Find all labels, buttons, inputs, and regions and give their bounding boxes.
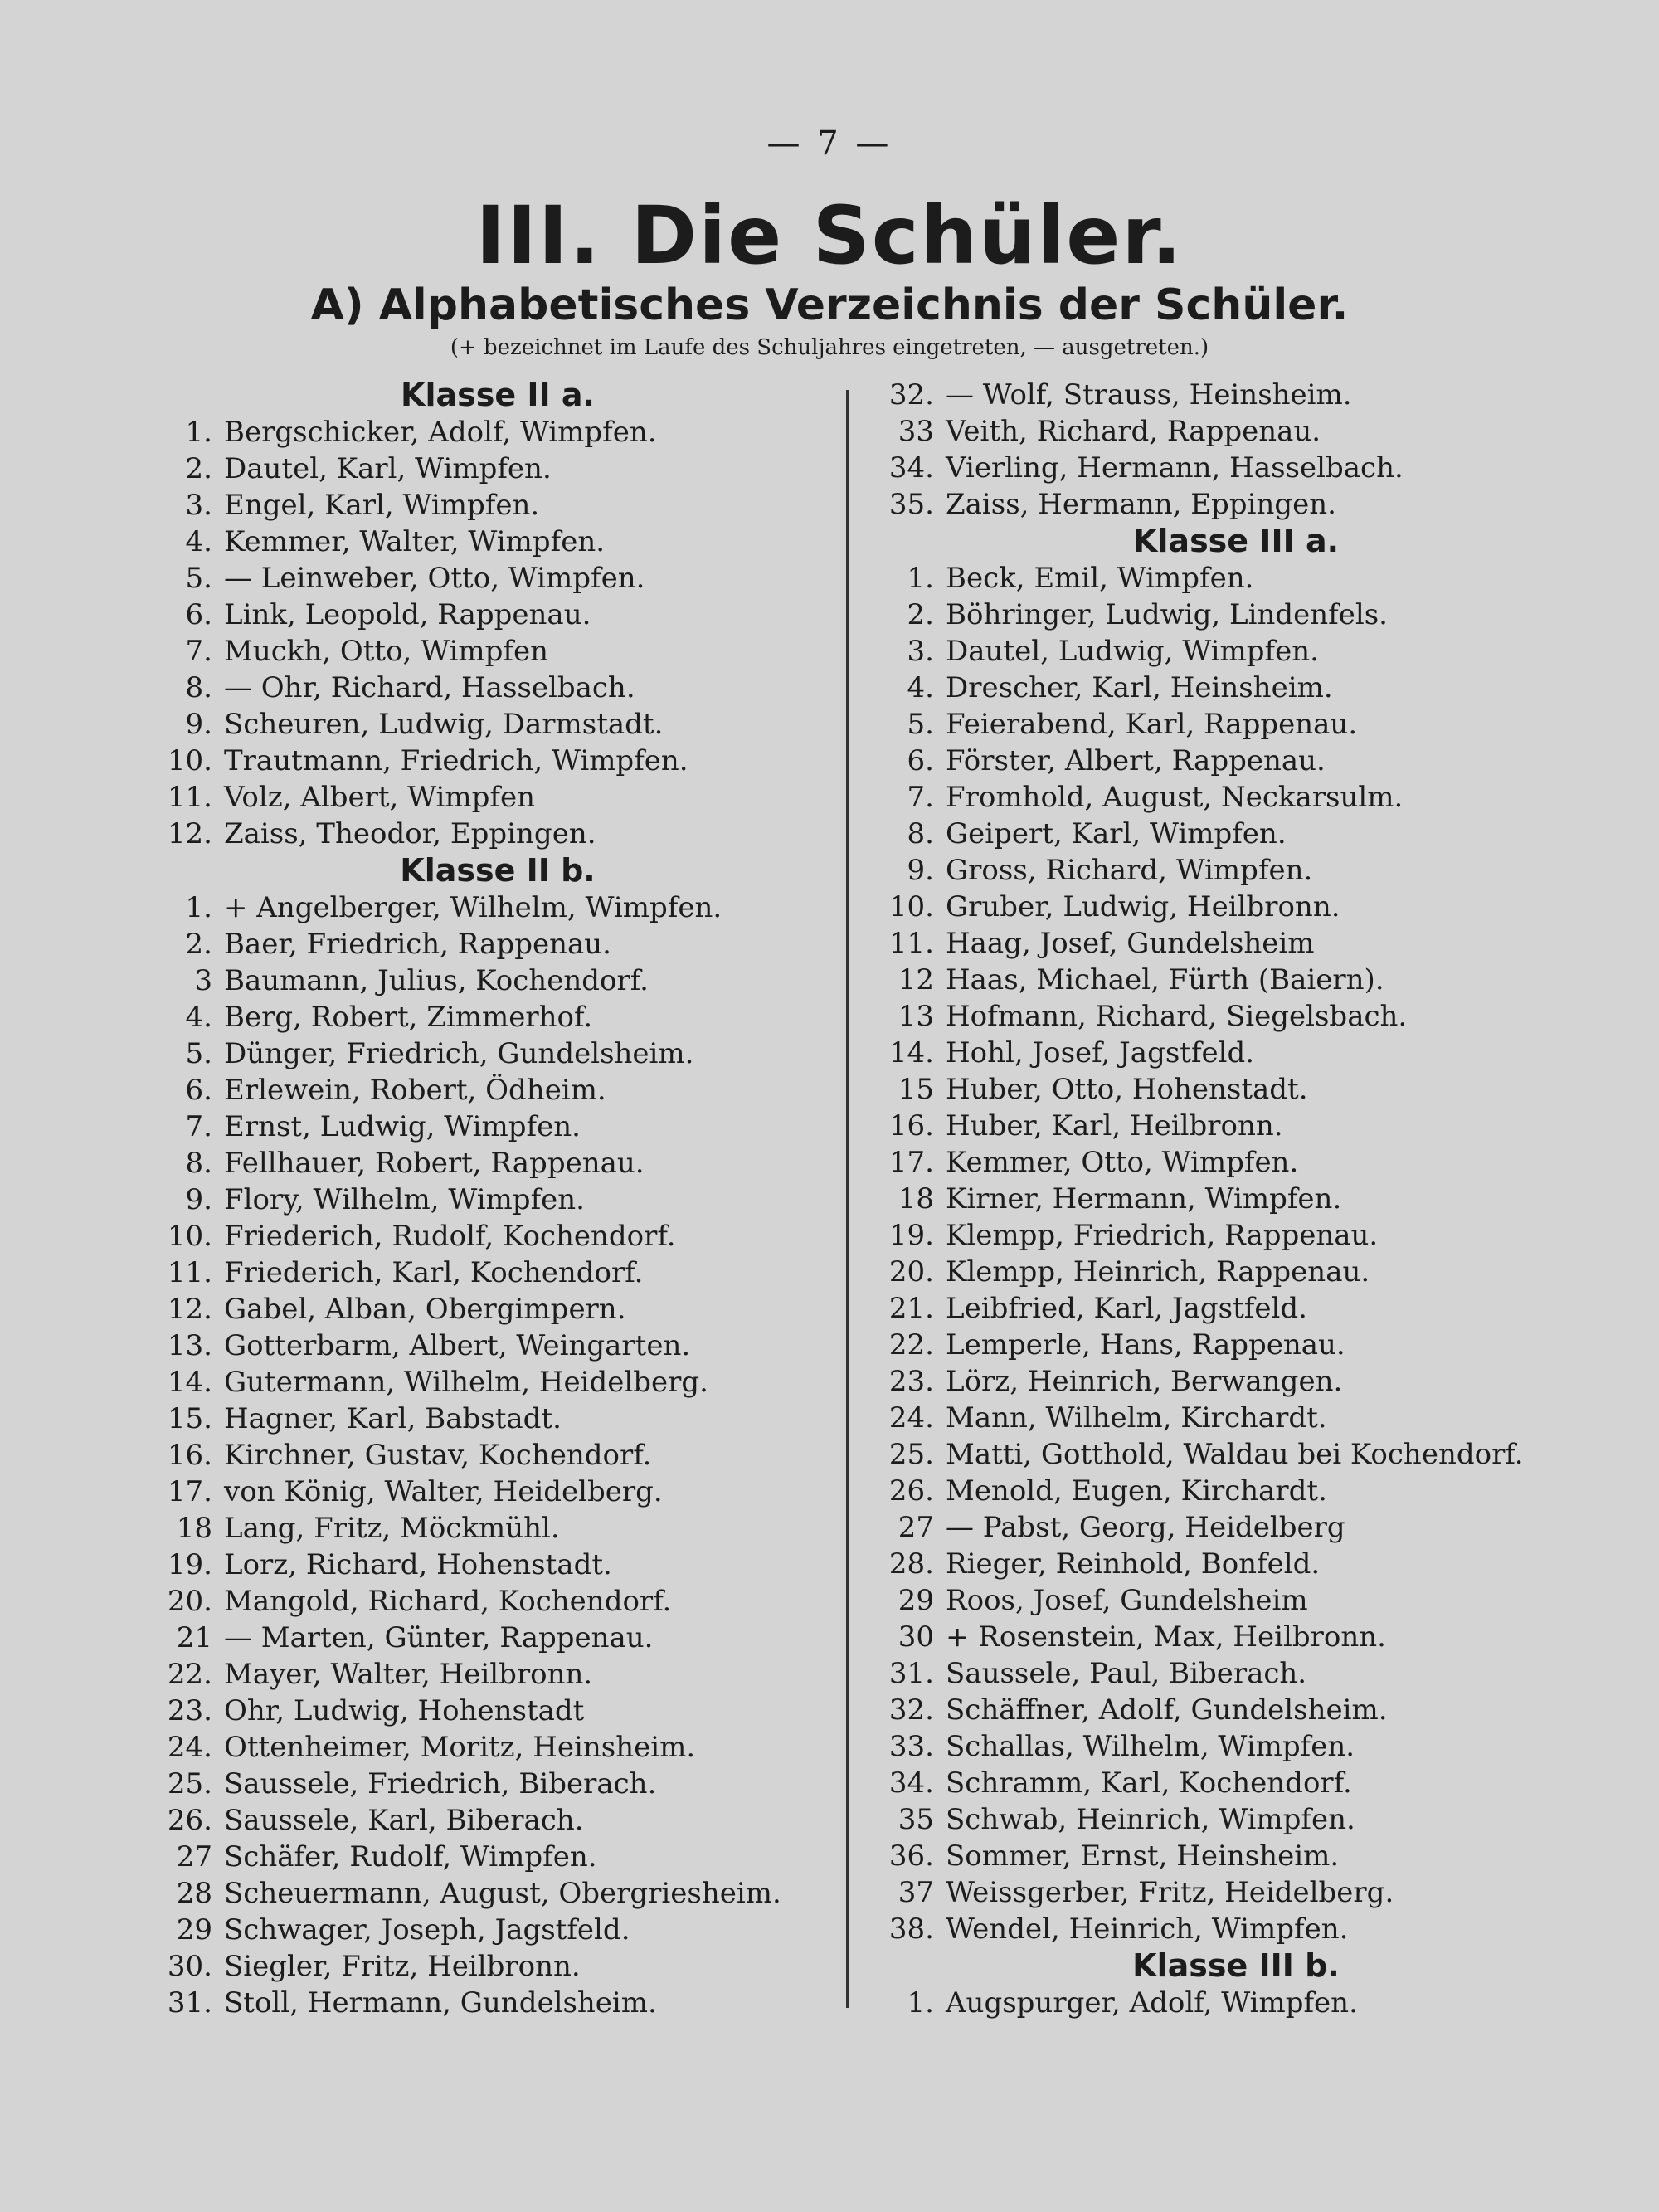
student-list-class-3b xyxy=(879,1985,1593,2021)
entry-number: 6. xyxy=(185,1074,212,1107)
entry-name: Ernst, Ludwig, Wimpfen. xyxy=(224,1110,581,1143)
entry-number: 8. xyxy=(185,671,212,704)
entry-name: Rieger, Reinhold, Bonfeld. xyxy=(946,1547,1321,1581)
student-entry xyxy=(879,1400,1593,1436)
entry-name: von König, Walter, Heidelberg. xyxy=(224,1475,663,1508)
student-entry xyxy=(158,633,838,670)
student-entry xyxy=(158,1364,838,1401)
entry-number: 11. xyxy=(167,1256,212,1289)
entry-number: 14. xyxy=(167,1366,212,1399)
entry-name: — Leinweber, Otto, Wimpfen. xyxy=(224,562,645,595)
entry-number: 8. xyxy=(907,817,934,850)
entry-number: 16. xyxy=(167,1439,212,1472)
entry-number: 15. xyxy=(167,1402,212,1435)
entry-name: Dautel, Ludwig, Wimpfen. xyxy=(946,635,1319,668)
entry-name: Haas, Michael, Fürth (Baiern). xyxy=(946,963,1384,996)
entry-name: Trautmann, Friedrich, Wimpfen. xyxy=(224,744,688,777)
student-entry xyxy=(158,962,838,999)
entry-name: Erlewein, Robert, Ödheim. xyxy=(224,1074,606,1107)
student-entry xyxy=(879,1874,1593,1911)
page-number: — 7 — xyxy=(766,124,893,163)
entry-number: 12. xyxy=(167,1293,212,1326)
entry-name: Gross, Richard, Wimpfen. xyxy=(946,854,1313,887)
entry-number: 26. xyxy=(888,1474,934,1508)
student-entry xyxy=(879,1692,1593,1728)
entry-name: Fellhauer, Robert, Rappenau. xyxy=(224,1147,645,1180)
student-entry xyxy=(879,706,1593,743)
entry-number: 10. xyxy=(167,744,212,777)
entry-number: 1. xyxy=(185,416,212,449)
student-entry xyxy=(879,450,1593,486)
entry-number: 30. xyxy=(167,1950,212,1983)
entry-name: Engel, Karl, Wimpfen. xyxy=(224,489,540,522)
student-entry xyxy=(158,1729,838,1766)
entry-name: Friederich, Rudolf, Kochendorf. xyxy=(224,1220,676,1253)
student-entry xyxy=(158,1218,838,1255)
entry-number: 28. xyxy=(888,1547,934,1581)
entry-number: 22. xyxy=(167,1658,212,1691)
entry-name: Wendel, Heinrich, Wimpfen. xyxy=(946,1912,1349,1946)
student-entry xyxy=(879,1108,1593,1144)
section-heading-class-2a: Klasse II a. xyxy=(401,377,595,413)
entry-number: 33 xyxy=(898,415,934,448)
entry-number: 36. xyxy=(888,1839,934,1873)
student-entry xyxy=(879,1985,1593,2021)
entry-name: Mann, Wilhelm, Kirchardt. xyxy=(946,1401,1327,1435)
page-title: III. Die Schüler. xyxy=(475,189,1184,282)
entry-number: 1. xyxy=(185,891,212,924)
student-entry xyxy=(158,1948,838,1985)
entry-number: 5. xyxy=(185,1037,212,1070)
student-entry xyxy=(158,1766,838,1802)
student-entry xyxy=(879,1765,1593,1801)
student-entry xyxy=(879,486,1593,523)
student-entry xyxy=(158,999,838,1035)
entry-number: 26. xyxy=(167,1804,212,1837)
entry-number: 6. xyxy=(907,744,934,777)
entry-name: Geipert, Karl, Wimpfen. xyxy=(946,817,1287,850)
entry-number: 7. xyxy=(907,781,934,814)
entry-number: 5. xyxy=(185,562,212,595)
student-entry xyxy=(879,1363,1593,1400)
entry-number: 9. xyxy=(185,708,212,741)
entry-name: Dünger, Friedrich, Gundelsheim. xyxy=(224,1037,694,1070)
entry-name: Kemmer, Otto, Wimpfen. xyxy=(946,1146,1299,1179)
entry-number: 33. xyxy=(888,1730,934,1763)
section-heading-class-2b: Klasse II b. xyxy=(400,852,596,889)
entry-number: 27 xyxy=(898,1511,934,1544)
student-entry xyxy=(158,1035,838,1072)
entry-number: 5. xyxy=(907,708,934,741)
entry-name: Gutermann, Wilhelm, Heidelberg. xyxy=(224,1366,708,1399)
student-entry xyxy=(879,377,1593,413)
entry-number: 35. xyxy=(888,488,934,521)
entry-name: Lang, Fritz, Möckmühl. xyxy=(224,1512,560,1545)
entry-number: 9. xyxy=(185,1183,212,1216)
entry-number: 24. xyxy=(888,1401,934,1435)
entry-name: Gabel, Alban, Obergimpern. xyxy=(224,1293,626,1326)
student-entry xyxy=(879,1144,1593,1181)
legend-note: (+ bezeichnet im Laufe des Schuljahres eingetreten, — ausgetreten.) xyxy=(450,335,1209,360)
entry-name: Zaiss, Theodor, Eppingen. xyxy=(224,817,596,850)
entry-number: 1. xyxy=(907,562,934,595)
entry-name: Bergschicker, Adolf, Wimpfen. xyxy=(224,416,657,449)
entry-name: Volz, Albert, Wimpfen xyxy=(224,781,535,814)
entry-number: 12 xyxy=(898,963,934,996)
student-entry xyxy=(879,1473,1593,1509)
student-entry xyxy=(879,633,1593,670)
entry-number: 23. xyxy=(167,1694,212,1727)
student-entry xyxy=(879,1071,1593,1108)
entry-name: Gotterbarm, Albert, Weingarten. xyxy=(224,1329,691,1362)
entry-number: 12. xyxy=(167,817,212,850)
entry-name: Scheuermann, August, Obergriesheim. xyxy=(224,1877,781,1910)
student-entry xyxy=(879,852,1593,889)
entry-number: 31. xyxy=(167,1986,212,2020)
entry-name: Klempp, Heinrich, Rappenau. xyxy=(946,1255,1370,1289)
entry-name: Klempp, Friedrich, Rappenau. xyxy=(946,1219,1379,1252)
entry-name: — Pabst, Georg, Heidelberg xyxy=(946,1511,1345,1544)
student-entry xyxy=(879,1911,1593,1947)
entry-name: Ohr, Ludwig, Hohenstadt xyxy=(224,1694,585,1727)
entry-number: 18 xyxy=(898,1182,934,1216)
student-entry xyxy=(158,1291,838,1328)
entry-name: Muckh, Otto, Wimpfen xyxy=(224,635,548,668)
entry-name: Fromhold, August, Neckarsulm. xyxy=(946,781,1404,814)
student-entry xyxy=(158,706,838,743)
student-entry xyxy=(158,816,838,852)
entry-name: Mangold, Richard, Kochendorf. xyxy=(224,1585,672,1618)
entry-number: 8. xyxy=(185,1147,212,1180)
entry-number: 4. xyxy=(185,525,212,558)
entry-name: Link, Leopold, Rappenau. xyxy=(224,598,591,631)
entry-number: 2. xyxy=(185,452,212,485)
entry-name: Schwager, Joseph, Jagstfeld. xyxy=(224,1913,630,1946)
student-entry xyxy=(158,1145,838,1182)
entry-number: 3 xyxy=(194,964,212,997)
entry-number: 32. xyxy=(888,1693,934,1727)
entry-number: 35 xyxy=(898,1803,934,1836)
entry-number: 3. xyxy=(185,489,212,522)
student-entry xyxy=(158,1912,838,1948)
entry-name: Roos, Josef, Gundelsheim xyxy=(946,1584,1308,1617)
student-entry xyxy=(879,1290,1593,1327)
student-entry xyxy=(879,413,1593,450)
student-entry xyxy=(158,1547,838,1583)
student-entry xyxy=(158,1985,838,2021)
student-entry xyxy=(158,1108,838,1145)
entry-name: Siegler, Fritz, Heilbronn. xyxy=(224,1950,581,1983)
entry-number: 14. xyxy=(888,1036,934,1069)
entry-number: 17. xyxy=(167,1475,212,1508)
entry-number: 23. xyxy=(888,1365,934,1398)
entry-name: Kirchner, Gustav, Kochendorf. xyxy=(224,1439,652,1472)
student-entry xyxy=(158,451,838,487)
entry-name: Mayer, Walter, Heilbronn. xyxy=(224,1658,593,1691)
entry-number: 2. xyxy=(907,598,934,631)
entry-name: Augspurger, Adolf, Wimpfen. xyxy=(946,1986,1358,2020)
entry-name: Flory, Wilhelm, Wimpfen. xyxy=(224,1183,585,1216)
entry-name: Saussele, Friedrich, Biberach. xyxy=(224,1767,657,1800)
student-entry xyxy=(158,414,838,451)
entry-number: 29 xyxy=(176,1913,212,1946)
entry-name: Baumann, Julius, Kochendorf. xyxy=(224,964,649,997)
entry-name: Kirner, Hermann, Wimpfen. xyxy=(946,1182,1342,1216)
entry-number: 20. xyxy=(167,1585,212,1618)
entry-number: 7. xyxy=(185,1110,212,1143)
entry-name: — Ohr, Richard, Hasselbach. xyxy=(224,671,635,704)
student-entry xyxy=(879,1582,1593,1619)
entry-number: 25. xyxy=(888,1438,934,1471)
entry-number: 28 xyxy=(176,1877,212,1910)
entry-number: 10. xyxy=(167,1220,212,1253)
entry-number: 9. xyxy=(907,854,934,887)
entry-name: Lörz, Heinrich, Berwangen. xyxy=(946,1365,1343,1398)
entry-name: Dautel, Karl, Wimpfen. xyxy=(224,452,552,485)
entry-name: Zaiss, Hermann, Eppingen. xyxy=(946,488,1336,521)
student-entry xyxy=(158,1255,838,1291)
entry-name: Friederich, Karl, Kochendorf. xyxy=(224,1256,644,1289)
student-entry xyxy=(879,889,1593,925)
entry-name: Böhringer, Ludwig, Lindenfels. xyxy=(946,598,1388,631)
entry-number: 6. xyxy=(185,598,212,631)
entry-name: Huber, Otto, Hohenstadt. xyxy=(946,1073,1308,1106)
entry-name: Förster, Albert, Rappenau. xyxy=(946,744,1326,777)
entry-number: 29 xyxy=(898,1584,934,1617)
student-entry xyxy=(158,670,838,706)
student-entry xyxy=(879,998,1593,1035)
entry-name: Hohl, Josef, Jagstfeld. xyxy=(946,1036,1255,1069)
entry-name: Vierling, Hermann, Hasselbach. xyxy=(946,451,1404,485)
entry-name: Schallas, Wilhelm, Wimpfen. xyxy=(946,1730,1355,1763)
entry-number: 25. xyxy=(167,1767,212,1800)
entry-name: Feierabend, Karl, Rappenau. xyxy=(946,708,1358,741)
entry-name: — Wolf, Strauss, Heinsheim. xyxy=(946,378,1352,412)
entry-name: + Rosenstein, Max, Heilbronn. xyxy=(946,1620,1386,1654)
student-entry xyxy=(158,597,838,633)
entry-number: 1. xyxy=(907,1986,934,2020)
student-entry xyxy=(158,1328,838,1364)
right-column xyxy=(879,377,1593,2021)
entry-number: 34. xyxy=(888,1766,934,1800)
student-entry xyxy=(158,560,838,597)
student-entry xyxy=(158,889,838,926)
entry-number: 21 xyxy=(176,1621,212,1654)
entry-number: 30 xyxy=(898,1620,934,1654)
entry-name: Schwab, Heinrich, Wimpfen. xyxy=(946,1803,1355,1836)
student-list-class-2b-continued xyxy=(879,377,1593,523)
entry-name: Baer, Friedrich, Rappenau. xyxy=(224,928,611,961)
student-entry xyxy=(879,670,1593,706)
student-entry xyxy=(158,926,838,962)
student-entry xyxy=(158,1656,838,1693)
student-entry xyxy=(879,1217,1593,1254)
student-entry xyxy=(158,1802,838,1839)
student-entry xyxy=(879,560,1593,597)
student-entry xyxy=(158,1072,838,1108)
student-entry xyxy=(879,1327,1593,1363)
student-entry xyxy=(879,1254,1593,1290)
page-subtitle: A) Alphabetisches Verzeichnis der Schüler. xyxy=(310,280,1349,330)
entry-name: Haag, Josef, Gundelsheim xyxy=(946,927,1315,960)
entry-name: Weissgerber, Fritz, Heidelberg. xyxy=(946,1876,1394,1909)
entry-name: Scheuren, Ludwig, Darmstadt. xyxy=(224,708,664,741)
section-heading-class-3a: Klasse III a. xyxy=(1132,523,1340,559)
entry-name: — Marten, Günter, Rappenau. xyxy=(224,1621,654,1654)
entry-name: Schäffner, Adolf, Gundelsheim. xyxy=(946,1693,1388,1727)
entry-name: Ottenheimer, Moritz, Heinsheim. xyxy=(224,1731,696,1764)
student-list-class-3a xyxy=(879,560,1593,1947)
student-entry xyxy=(158,779,838,816)
student-entry xyxy=(158,1182,838,1218)
entry-name: Lemperle, Hans, Rappenau. xyxy=(946,1328,1345,1362)
left-column xyxy=(158,377,838,2021)
student-entry xyxy=(879,1509,1593,1546)
entry-name: Leibfried, Karl, Jagstfeld. xyxy=(946,1292,1307,1325)
entry-number: 7. xyxy=(185,635,212,668)
entry-name: Veith, Richard, Rappenau. xyxy=(946,415,1321,448)
student-entry xyxy=(158,1401,838,1437)
student-entry xyxy=(158,1437,838,1474)
entry-name: Sommer, Ernst, Heinsheim. xyxy=(946,1839,1340,1873)
student-entry xyxy=(158,1510,838,1547)
column-divider xyxy=(846,390,849,2008)
entry-number: 27 xyxy=(176,1840,212,1873)
student-entry xyxy=(879,597,1593,633)
entry-number: 19. xyxy=(888,1219,934,1252)
student-entry xyxy=(879,1546,1593,1582)
entry-number: 15 xyxy=(898,1073,934,1106)
entry-number: 18 xyxy=(176,1512,212,1545)
entry-number: 32. xyxy=(888,378,934,412)
student-entry xyxy=(879,1728,1593,1765)
student-entry xyxy=(158,1693,838,1729)
entry-name: Stoll, Hermann, Gundelsheim. xyxy=(224,1986,657,2020)
entry-number: 4. xyxy=(907,671,934,704)
student-entry xyxy=(158,487,838,524)
entry-name: Gruber, Ludwig, Heilbronn. xyxy=(946,890,1340,923)
student-entry xyxy=(879,1181,1593,1217)
student-entry xyxy=(158,1620,838,1656)
entry-name: Matti, Gotthold, Waldau bei Kochendorf. xyxy=(946,1438,1524,1471)
entry-name: Lorz, Richard, Hohenstadt. xyxy=(224,1548,612,1581)
student-entry xyxy=(158,1839,838,1875)
entry-name: Saussele, Karl, Biberach. xyxy=(224,1804,584,1837)
student-entry xyxy=(879,1436,1593,1473)
entry-number: 19. xyxy=(167,1548,212,1581)
entry-number: 24. xyxy=(167,1731,212,1764)
entry-number: 20. xyxy=(888,1255,934,1289)
entry-name: Beck, Emil, Wimpfen. xyxy=(946,562,1254,595)
student-entry xyxy=(879,1655,1593,1692)
section-heading-class-3b: Klasse III b. xyxy=(1132,1947,1340,1984)
entry-number: 16. xyxy=(888,1109,934,1143)
entry-number: 22. xyxy=(888,1328,934,1362)
student-list-class-2b xyxy=(158,889,838,2021)
entry-name: + Angelberger, Wilhelm, Wimpfen. xyxy=(224,891,722,924)
entry-name: Saussele, Paul, Biberach. xyxy=(946,1657,1307,1690)
entry-number: 10. xyxy=(888,890,934,923)
student-entry xyxy=(158,1474,838,1510)
student-entry xyxy=(879,816,1593,852)
entry-name: Hofmann, Richard, Siegelsbach. xyxy=(946,1000,1408,1033)
student-entry xyxy=(879,1801,1593,1838)
student-entry xyxy=(158,743,838,779)
student-entry xyxy=(879,779,1593,816)
entry-name: Huber, Karl, Heilbronn. xyxy=(946,1109,1283,1143)
entry-number: 4. xyxy=(185,1001,212,1034)
entry-name: Schäfer, Rudolf, Wimpfen. xyxy=(224,1840,597,1873)
entry-number: 11. xyxy=(167,781,212,814)
entry-number: 2. xyxy=(185,928,212,961)
student-entry xyxy=(158,1583,838,1620)
entry-number: 13 xyxy=(898,1000,934,1033)
entry-number: 37 xyxy=(898,1876,934,1909)
entry-number: 17. xyxy=(888,1146,934,1179)
student-entry xyxy=(879,743,1593,779)
student-entry xyxy=(879,962,1593,998)
student-entry xyxy=(879,1035,1593,1071)
entry-name: Menold, Eugen, Kirchardt. xyxy=(946,1474,1327,1508)
student-entry xyxy=(879,925,1593,962)
student-entry xyxy=(879,1838,1593,1874)
student-entry xyxy=(879,1619,1593,1655)
entry-number: 38. xyxy=(888,1912,934,1946)
student-list-class-2a xyxy=(158,414,838,852)
entry-name: Berg, Robert, Zimmerhof. xyxy=(224,1001,593,1034)
entry-name: Drescher, Karl, Heinsheim. xyxy=(946,671,1333,704)
student-entry xyxy=(158,524,838,560)
entry-number: 34. xyxy=(888,451,934,485)
entry-name: Schramm, Karl, Kochendorf. xyxy=(946,1766,1352,1800)
entry-number: 21. xyxy=(888,1292,934,1325)
entry-name: Hagner, Karl, Babstadt. xyxy=(224,1402,562,1435)
entry-number: 3. xyxy=(907,635,934,668)
student-entry xyxy=(158,1875,838,1912)
entry-number: 13. xyxy=(167,1329,212,1362)
entry-number: 11. xyxy=(888,927,934,960)
entry-name: Kemmer, Walter, Wimpfen. xyxy=(224,525,606,558)
entry-number: 31. xyxy=(888,1657,934,1690)
